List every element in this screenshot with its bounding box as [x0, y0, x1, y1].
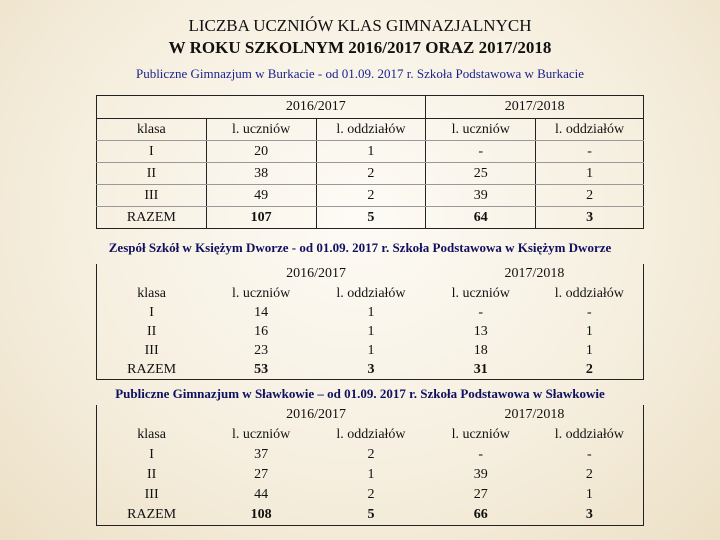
klasa-header: klasa	[137, 285, 166, 301]
klasa-cell: II	[97, 163, 207, 185]
year-header-row	[97, 405, 644, 425]
branches-header: l. oddziałów	[536, 119, 644, 141]
table-row	[97, 485, 644, 505]
branches-cell: 2	[585, 467, 593, 482]
branches-header: l. oddziałów	[336, 427, 406, 442]
branches-cell: -	[586, 447, 592, 462]
year-header-row	[97, 96, 644, 119]
students-cell: 23	[254, 342, 269, 358]
column-header-row	[97, 425, 644, 445]
year-2017-header: 2017/2018	[504, 266, 565, 281]
branches-cell: 1	[367, 467, 375, 482]
students-cell: 37	[254, 447, 269, 462]
students-cell: 27	[473, 487, 488, 502]
students-cell: 108	[250, 507, 272, 522]
students-cell: 66	[473, 507, 488, 522]
students-cell: 14	[254, 304, 269, 320]
klasa-cell: RAZEM	[127, 507, 177, 522]
students-cell: 18	[473, 342, 488, 358]
branches-header: l. oddziałów	[316, 119, 426, 141]
klasa-cell: III	[97, 185, 207, 207]
page-title-line1: LICZBA UCZNIÓW KLAS GIMNAZJALNYCH	[188, 16, 532, 35]
table-row	[97, 141, 644, 163]
table-row	[97, 445, 644, 465]
branches-cell: 2	[316, 185, 426, 207]
column-header-row	[97, 284, 644, 303]
students-cell: 16	[254, 323, 269, 339]
table-row	[97, 185, 644, 207]
branches-cell: 3	[586, 209, 594, 225]
students-header: l. uczniów	[206, 119, 316, 141]
table-row	[97, 341, 644, 360]
students-cell: 13	[473, 323, 488, 339]
students-cell: 27	[254, 467, 269, 482]
klasa-cell: RAZEM	[127, 361, 177, 377]
branches-cell: 2	[316, 163, 426, 185]
students-cell: 31	[473, 361, 488, 377]
table-row	[97, 465, 644, 485]
branches-header: l. oddziałów	[336, 285, 406, 301]
branches-cell: 2	[367, 487, 375, 502]
branches-cell: 5	[367, 507, 375, 522]
students-header: l. uczniów	[451, 427, 510, 442]
year-header-row	[97, 264, 644, 284]
school-1-title: Publiczne Gimnazjum w Burkacie - od 01.09. 2017 r. Szkoła Podstawowa w Burkacie	[135, 66, 585, 81]
year-2016-header: 2016/2017	[286, 266, 346, 281]
students-cell: 53	[254, 361, 269, 377]
students-cell: 39	[426, 185, 536, 207]
klasa-cell: II	[146, 467, 157, 482]
branches-cell: 2	[585, 361, 593, 377]
total-row	[97, 360, 644, 380]
year-2016-header: 2016/2017	[286, 407, 346, 422]
branches-cell: 1	[367, 304, 375, 320]
column-header-row	[97, 119, 644, 141]
branches-cell: 1	[367, 323, 375, 339]
school-1-table	[96, 95, 644, 229]
students-cell: 64	[426, 207, 536, 229]
branches-cell: 2	[536, 185, 644, 207]
branches-cell: 1	[585, 487, 593, 502]
total-row	[97, 505, 644, 526]
branches-cell: 3	[367, 361, 375, 377]
klasa-cell: I	[149, 304, 154, 320]
table-row	[97, 163, 644, 185]
branches-cell: 1	[536, 163, 644, 185]
students-header: l. uczniów	[451, 285, 510, 301]
branches-cell: 2	[367, 447, 375, 462]
school-3-title: Publiczne Gimnazjum w Sławkowie – od 01.09. 2017 r. Szkoła Podstawowa w Sławkowie	[115, 386, 605, 401]
klasa-cell: RAZEM	[97, 207, 207, 229]
klasa-cell: III	[144, 342, 159, 358]
klasa-cell: III	[144, 487, 159, 502]
students-cell: -	[478, 447, 484, 462]
branches-cell: 1	[585, 342, 593, 358]
total-row	[97, 207, 644, 229]
table-row	[97, 303, 644, 322]
students-cell: 39	[473, 467, 488, 482]
branches-cell: -	[586, 304, 592, 320]
klasa-cell: I	[149, 447, 154, 462]
klasa-cell: I	[97, 141, 207, 163]
students-header: l. uczniów	[426, 119, 536, 141]
branches-cell: 1	[585, 323, 593, 339]
branches-header: l. oddziałów	[554, 285, 624, 301]
students-header: l. uczniów	[231, 427, 291, 442]
students-cell: 38	[206, 163, 316, 185]
klasa-header: klasa	[97, 119, 207, 141]
students-cell: 49	[206, 185, 316, 207]
school-3-table	[96, 405, 644, 526]
school-2-title: Zespół Szkół w Księżym Dworze - od 01.09. 2017 r. Szkoła Podstawowa w Księżym Dworze	[108, 240, 612, 255]
students-cell: -	[478, 304, 484, 320]
table-row	[97, 322, 644, 341]
students-cell: 25	[426, 163, 536, 185]
klasa-header: klasa	[137, 427, 166, 442]
students-cell: -	[426, 141, 536, 163]
school-2-table	[96, 264, 644, 380]
year-2017-header: 2017/2018	[426, 96, 644, 119]
page-title-line2: W ROKU SZKOLNYM 2016/2017 ORAZ 2017/2018	[168, 38, 552, 57]
klasa-cell: II	[146, 323, 157, 339]
branches-cell: 1	[367, 342, 375, 358]
students-cell: 20	[206, 141, 316, 163]
year-2017-header: 2017/2018	[504, 407, 565, 422]
branches-cell: 3	[585, 507, 593, 522]
students-cell: 107	[206, 207, 316, 229]
students-header: l. uczniów	[231, 285, 291, 301]
branches-cell: 1	[316, 141, 426, 163]
students-cell: 44	[254, 487, 269, 502]
branches-cell: 5	[316, 207, 426, 229]
branches-header: l. oddziałów	[554, 427, 624, 442]
year-2016-header: 2016/2017	[206, 96, 426, 119]
branches-cell: -	[536, 141, 644, 163]
